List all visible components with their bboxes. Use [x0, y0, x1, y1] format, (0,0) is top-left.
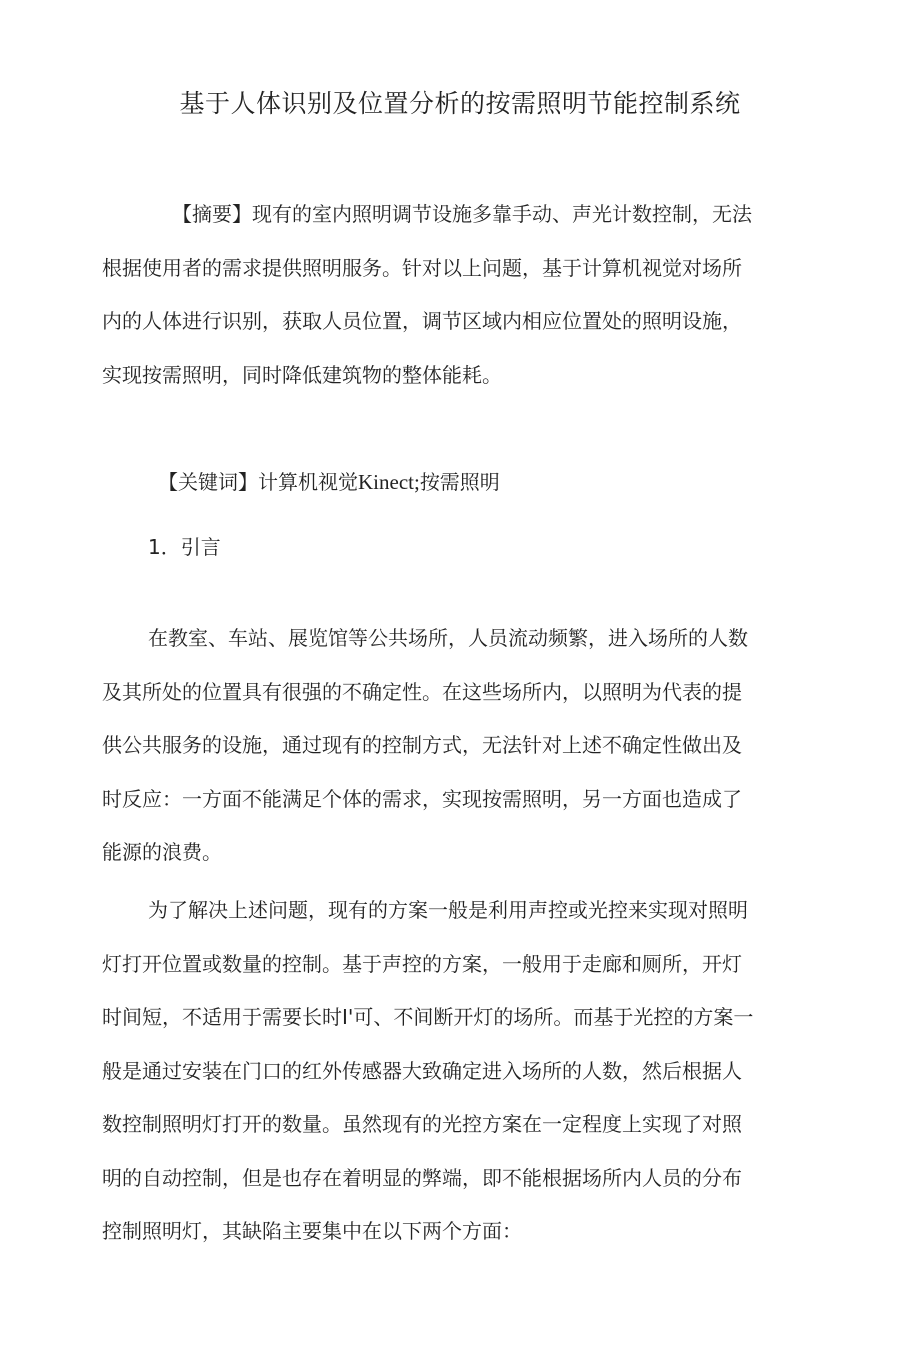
- body-paragraph-2: [102, 884, 802, 1259]
- paragraph-line: 时间短，不适用于需要长时I'可、不间断开灯的场所。而基于光控的方案一: [102, 1005, 754, 1029]
- abstract-paragraph: [102, 188, 802, 402]
- keywords-suffix: 按需照明: [419, 470, 500, 494]
- body-paragraph-1: [102, 612, 802, 880]
- paragraph-line: 控制照明灯，其缺陷主要集中在以下两个方面：: [102, 1219, 522, 1243]
- paragraph-line: 般是通过安装在门口的红外传感器大致确定进入场所的人数，然后根据人: [102, 1058, 742, 1083]
- paragraph-line: 数控制照明灯打开的数量。虽然现有的光控方案在一定程度上实现了对照: [102, 1112, 742, 1136]
- paragraph-line: 供公共服务的设施，通过现有的控制方式，无法针对上述不确定性做出及: [102, 733, 742, 757]
- abstract-line: 实现按需照明，同时降低建筑物的整体能耗。: [102, 362, 502, 387]
- paragraph-line: 明的自动控制，但是也存在着明显的弊端，即不能根据场所内人员的分布: [102, 1165, 742, 1190]
- keywords-kinect: Kinect;: [358, 470, 420, 494]
- section-heading: 1．引言: [148, 535, 221, 559]
- keywords-line: [158, 456, 500, 510]
- abstract-line: 【摘要】现有的室内照明调节设施多靠手动、声光计数控制，无法: [172, 202, 752, 226]
- paragraph-line: 时反应：一方面不能满足个体的需求，实现按需照明，另一方面也造成了: [102, 786, 742, 811]
- paragraph-line: 为了解决上述问题，现有的方案一般是利用声控或光控来实现对照明: [148, 898, 748, 922]
- abstract-line: 内的人体进行识别，获取人员位置，调节区域内相应位置处的照明设施，: [102, 309, 742, 333]
- document-title: 基于人体识别及位置分析的按需照明节能控制系统: [179, 89, 741, 118]
- keywords-prefix: 【关键词】计算机视觉: [158, 470, 358, 494]
- paragraph-line: 在教室、车站、展览馆等公共场所，人员流动频繁，进入场所的人数: [148, 626, 748, 650]
- paragraph-line: 及其所处的位置具有很强的不确定性。在这些场所内，以照明为代表的提: [102, 679, 742, 704]
- paragraph-line: 能源的浪费。: [102, 840, 222, 864]
- paragraph-line: 灯打开位置或数量的控制。基于声控的方案，一般用于走廊和厕所，开灯: [102, 951, 742, 976]
- abstract-line: 根据使用者的需求提供照明服务。针对以上问题，基于计算机视觉对场所: [102, 255, 742, 280]
